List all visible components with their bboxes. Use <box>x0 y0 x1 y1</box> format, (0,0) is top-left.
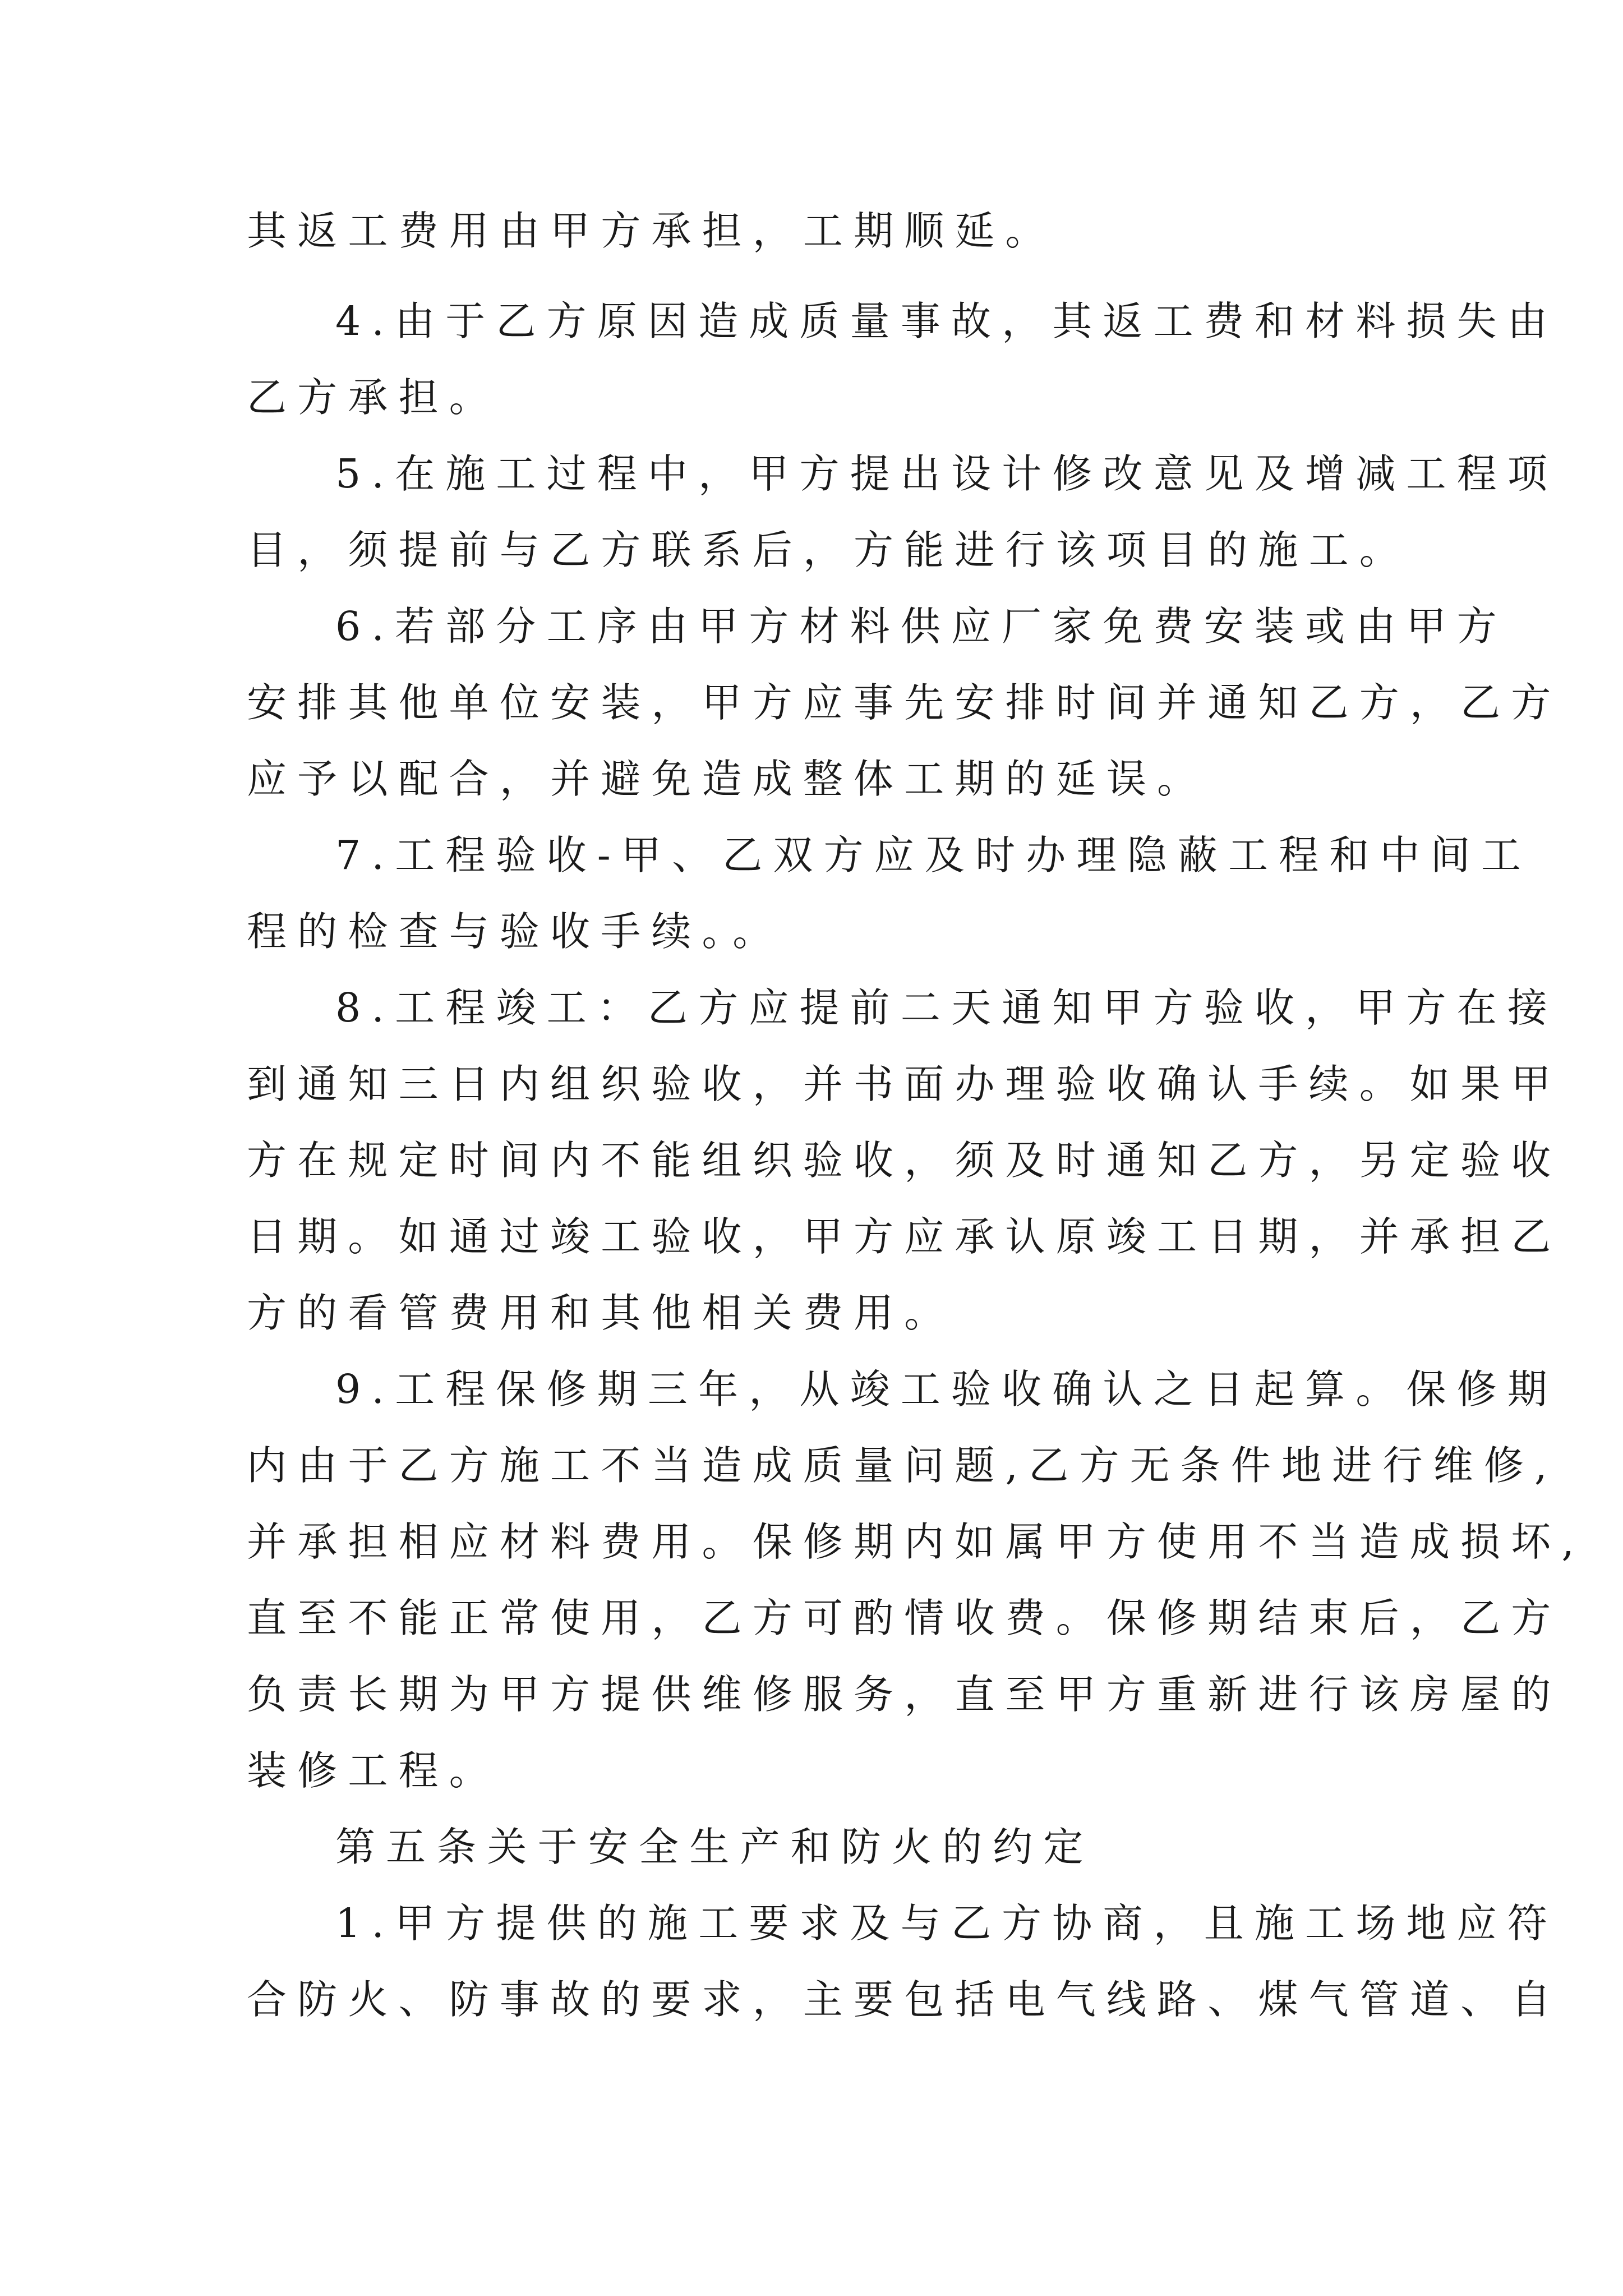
text-line: 负责长期为甲方提供维修服务，直至甲方重新进行该房屋的 <box>247 1671 1562 1718</box>
text-line: 乙方承担。 <box>247 374 500 421</box>
text-line: 5.在施工过程中，甲方提出设计修改意见及增减工程项 <box>335 450 1558 497</box>
text-line: 1.甲方提供的施工要求及与乙方协商，且施工场地应符 <box>335 1900 1558 1947</box>
text-line: 日期。如通过竣工验收，甲方应承认原竣工日期，并承担乙 <box>247 1213 1562 1260</box>
text-line: 安排其他单位安装，甲方应事先安排时间并通知乙方，乙方 <box>247 679 1562 726</box>
text-line: 其返工费用由甲方承担，工期顺延。 <box>247 208 1056 254</box>
text-line: 7.工程验收-甲、乙双方应及时办理隐蔽工程和中间工 <box>335 832 1532 878</box>
text-line: 4.由于乙方原因造成质量事故，其返工费和材料损失由 <box>335 298 1558 344</box>
text-line: 到通知三日内组织验收，并书面办理验收确认手续。如果甲 <box>247 1061 1562 1107</box>
text-line: 合防火、防事故的要求，主要包括电气线路、煤气管道、自 <box>247 1976 1562 2023</box>
text-line: 并承担相应材料费用。保修期内如属甲方使用不当造成损坏, <box>247 1519 1585 1565</box>
text-line: 6.若部分工序由甲方材料供应厂家免费安装或由甲方 <box>335 603 1507 650</box>
text-line: 方在规定时间内不能组织验收，须及时通知乙方，另定验收 <box>247 1137 1562 1184</box>
text-line: 应予以配合，并避免造成整体工期的延误。 <box>247 756 1208 802</box>
text-line: 程的检查与验收手续。。 <box>247 908 783 955</box>
section-heading: 第五条关于安全生产和防火的约定 <box>335 1824 1094 1870</box>
text-line: 内由于乙方施工不当造成质量问题,乙方无条件地进行维修, <box>247 1442 1558 1489</box>
text-line: 9.工程保修期三年，从竣工验收确认之日起算。保修期 <box>335 1366 1558 1412</box>
text-line: 直至不能正常使用，乙方可酌情收费。保修期结束后，乙方 <box>247 1595 1562 1641</box>
text-line: 装修工程。 <box>247 1747 500 1794</box>
text-line: 目，须提前与乙方联系后，方能进行该项目的施工。 <box>247 527 1410 573</box>
text-line: 8.工程竣工：乙方应提前二天通知甲方验收，甲方在接 <box>335 984 1558 1031</box>
text-line: 方的看管费用和其他相关费用。 <box>247 1290 955 1336</box>
